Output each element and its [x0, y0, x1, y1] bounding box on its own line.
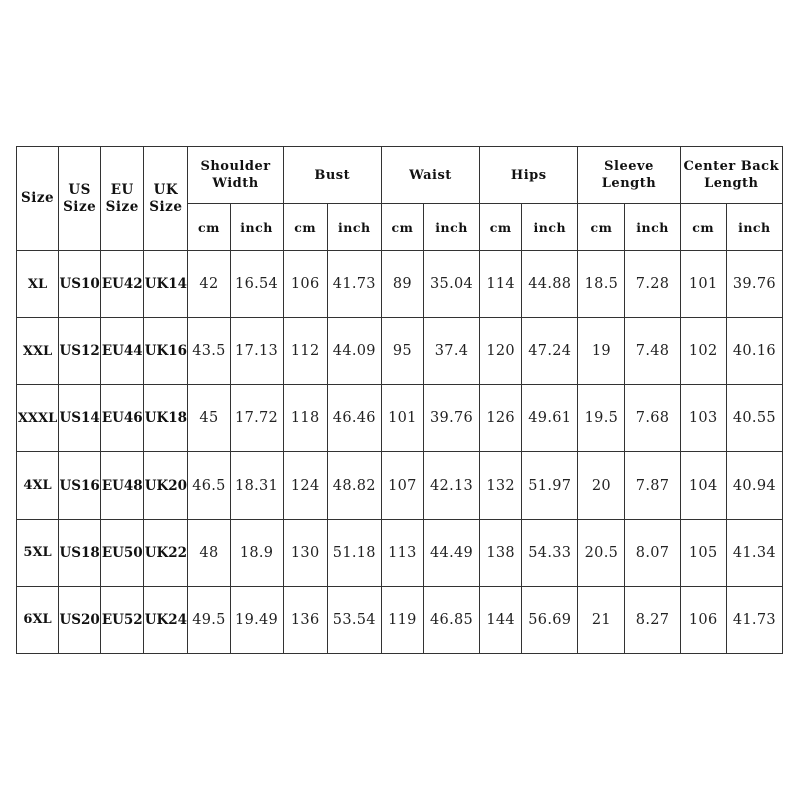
cell-size: XXXL	[17, 385, 59, 452]
unit-inch: inch	[726, 204, 782, 251]
table-row	[17, 318, 783, 385]
cell-size: 6XL	[17, 586, 59, 653]
cell-size: XL	[17, 251, 59, 318]
header-shoulder-width	[188, 147, 283, 204]
header-us-size-line2: Size	[63, 198, 97, 215]
header-bust-line1: Bust	[314, 167, 351, 183]
cell-center-back-cm: 101	[680, 251, 726, 318]
cell-bust-inch: 41.73	[327, 251, 381, 318]
cell-bust-cm: 112	[283, 318, 327, 385]
cell-hips-cm: 114	[480, 251, 522, 318]
cell-sleeve-cm: 18.5	[578, 251, 625, 318]
cell-sleeve-inch: 7.28	[625, 251, 680, 318]
cell-uk-size: UK24	[144, 586, 188, 653]
header-size: Size	[17, 147, 59, 251]
cell-hips-cm: 132	[480, 452, 522, 519]
cell-sleeve-inch: 8.07	[625, 519, 680, 586]
unit-cm: cm	[188, 204, 230, 251]
cell-sleeve-inch: 8.27	[625, 586, 680, 653]
table-row	[17, 452, 783, 519]
table-row	[17, 519, 783, 586]
cell-bust-inch: 53.54	[327, 586, 381, 653]
cell-waist-inch: 42.13	[423, 452, 479, 519]
unit-cm: cm	[381, 204, 423, 251]
cell-waist-inch: 37.4	[423, 318, 479, 385]
cell-hips-cm: 120	[480, 318, 522, 385]
cell-hips-inch: 47.24	[522, 318, 578, 385]
cell-uk-size: UK18	[144, 385, 188, 452]
header-center-back-length-line2: Length	[704, 176, 759, 191]
cell-center-back-cm: 102	[680, 318, 726, 385]
cell-us-size: US16	[59, 452, 101, 519]
cell-shoulder-inch: 18.9	[230, 519, 283, 586]
cell-eu-size: EU42	[101, 251, 144, 318]
cell-hips-inch: 51.97	[522, 452, 578, 519]
cell-waist-cm: 107	[381, 452, 423, 519]
unit-inch: inch	[625, 204, 680, 251]
cell-center-back-inch: 41.34	[726, 519, 782, 586]
cell-bust-inch: 44.09	[327, 318, 381, 385]
cell-bust-cm: 118	[283, 385, 327, 452]
cell-sleeve-cm: 19.5	[578, 385, 625, 452]
cell-us-size: US10	[59, 251, 101, 318]
cell-center-back-inch: 39.76	[726, 251, 782, 318]
header-uk-size-line1: UK	[153, 181, 179, 198]
cell-hips-inch: 56.69	[522, 586, 578, 653]
cell-eu-size: EU44	[101, 318, 144, 385]
unit-inch: inch	[327, 204, 381, 251]
cell-eu-size: EU52	[101, 586, 144, 653]
cell-size: 4XL	[17, 452, 59, 519]
cell-hips-inch: 44.88	[522, 251, 578, 318]
table-row	[17, 586, 783, 653]
size-chart-table	[16, 146, 783, 654]
unit-inch: inch	[522, 204, 578, 251]
header-hips-line1: Hips	[510, 167, 547, 183]
cell-center-back-cm: 105	[680, 519, 726, 586]
cell-hips-inch: 49.61	[522, 385, 578, 452]
header-center-back-length-line1: Center Back	[683, 159, 780, 174]
cell-bust-inch: 51.18	[327, 519, 381, 586]
header-row-groups	[17, 147, 783, 204]
size-chart-body	[17, 251, 783, 654]
header-hips	[480, 147, 578, 204]
cell-waist-inch: 39.76	[423, 385, 479, 452]
cell-shoulder-inch: 17.13	[230, 318, 283, 385]
header-us-size	[59, 147, 101, 251]
cell-bust-cm: 136	[283, 586, 327, 653]
cell-us-size: US14	[59, 385, 101, 452]
header-eu-size-line1: EU	[110, 181, 134, 198]
cell-uk-size: UK16	[144, 318, 188, 385]
cell-shoulder-cm: 45	[188, 385, 230, 452]
cell-shoulder-cm: 49.5	[188, 586, 230, 653]
header-sleeve-length	[578, 147, 680, 204]
cell-size: 5XL	[17, 519, 59, 586]
cell-waist-cm: 89	[381, 251, 423, 318]
header-center-back-length	[680, 147, 782, 204]
cell-waist-cm: 119	[381, 586, 423, 653]
header-bust	[283, 147, 381, 204]
cell-shoulder-inch: 17.72	[230, 385, 283, 452]
cell-sleeve-inch: 7.68	[625, 385, 680, 452]
cell-uk-size: UK20	[144, 452, 188, 519]
unit-cm: cm	[680, 204, 726, 251]
header-eu-size	[101, 147, 144, 251]
cell-waist-inch: 44.49	[423, 519, 479, 586]
header-uk-size	[144, 147, 188, 251]
cell-hips-inch: 54.33	[522, 519, 578, 586]
cell-bust-cm: 130	[283, 519, 327, 586]
cell-eu-size: EU50	[101, 519, 144, 586]
cell-us-size: US20	[59, 586, 101, 653]
header-waist-line1: Waist	[409, 167, 452, 183]
table-row	[17, 251, 783, 318]
cell-shoulder-cm: 42	[188, 251, 230, 318]
cell-shoulder-inch: 16.54	[230, 251, 283, 318]
cell-center-back-inch: 41.73	[726, 586, 782, 653]
cell-us-size: US18	[59, 519, 101, 586]
cell-center-back-cm: 103	[680, 385, 726, 452]
cell-center-back-cm: 104	[680, 452, 726, 519]
cell-center-back-inch: 40.94	[726, 452, 782, 519]
header-sleeve-length-line2: Length	[601, 176, 657, 191]
cell-sleeve-inch: 7.48	[625, 318, 680, 385]
cell-uk-size: UK22	[144, 519, 188, 586]
header-sleeve-length-line1: Sleeve	[604, 159, 654, 174]
cell-shoulder-cm: 48	[188, 519, 230, 586]
header-eu-size-line2: Size	[105, 198, 139, 215]
cell-waist-cm: 113	[381, 519, 423, 586]
cell-eu-size: EU48	[101, 452, 144, 519]
cell-center-back-cm: 106	[680, 586, 726, 653]
cell-sleeve-cm: 19	[578, 318, 625, 385]
cell-uk-size: UK14	[144, 251, 188, 318]
unit-cm: cm	[578, 204, 625, 251]
cell-size: XXL	[17, 318, 59, 385]
cell-shoulder-inch: 18.31	[230, 452, 283, 519]
header-shoulder-width-line1: Shoulder	[200, 159, 271, 174]
header-waist	[381, 147, 479, 204]
cell-bust-inch: 46.46	[327, 385, 381, 452]
cell-waist-cm: 101	[381, 385, 423, 452]
cell-shoulder-cm: 43.5	[188, 318, 230, 385]
table-row	[17, 385, 783, 452]
cell-sleeve-cm: 21	[578, 586, 625, 653]
cell-shoulder-inch: 19.49	[230, 586, 283, 653]
cell-center-back-inch: 40.16	[726, 318, 782, 385]
cell-center-back-inch: 40.55	[726, 385, 782, 452]
cell-sleeve-inch: 7.87	[625, 452, 680, 519]
cell-shoulder-cm: 46.5	[188, 452, 230, 519]
cell-sleeve-cm: 20.5	[578, 519, 625, 586]
cell-bust-inch: 48.82	[327, 452, 381, 519]
cell-waist-inch: 35.04	[423, 251, 479, 318]
cell-sleeve-cm: 20	[578, 452, 625, 519]
cell-waist-cm: 95	[381, 318, 423, 385]
unit-cm: cm	[283, 204, 327, 251]
cell-eu-size: EU46	[101, 385, 144, 452]
cell-hips-cm: 138	[480, 519, 522, 586]
header-shoulder-width-line2: Width	[212, 176, 259, 191]
unit-cm: cm	[480, 204, 522, 251]
header-us-size-line1: US	[68, 181, 91, 198]
cell-hips-cm: 144	[480, 586, 522, 653]
cell-us-size: US12	[59, 318, 101, 385]
cell-waist-inch: 46.85	[423, 586, 479, 653]
cell-hips-cm: 126	[480, 385, 522, 452]
header-uk-size-line2: Size	[149, 198, 183, 215]
unit-inch: inch	[423, 204, 479, 251]
cell-bust-cm: 124	[283, 452, 327, 519]
unit-inch: inch	[230, 204, 283, 251]
cell-bust-cm: 106	[283, 251, 327, 318]
